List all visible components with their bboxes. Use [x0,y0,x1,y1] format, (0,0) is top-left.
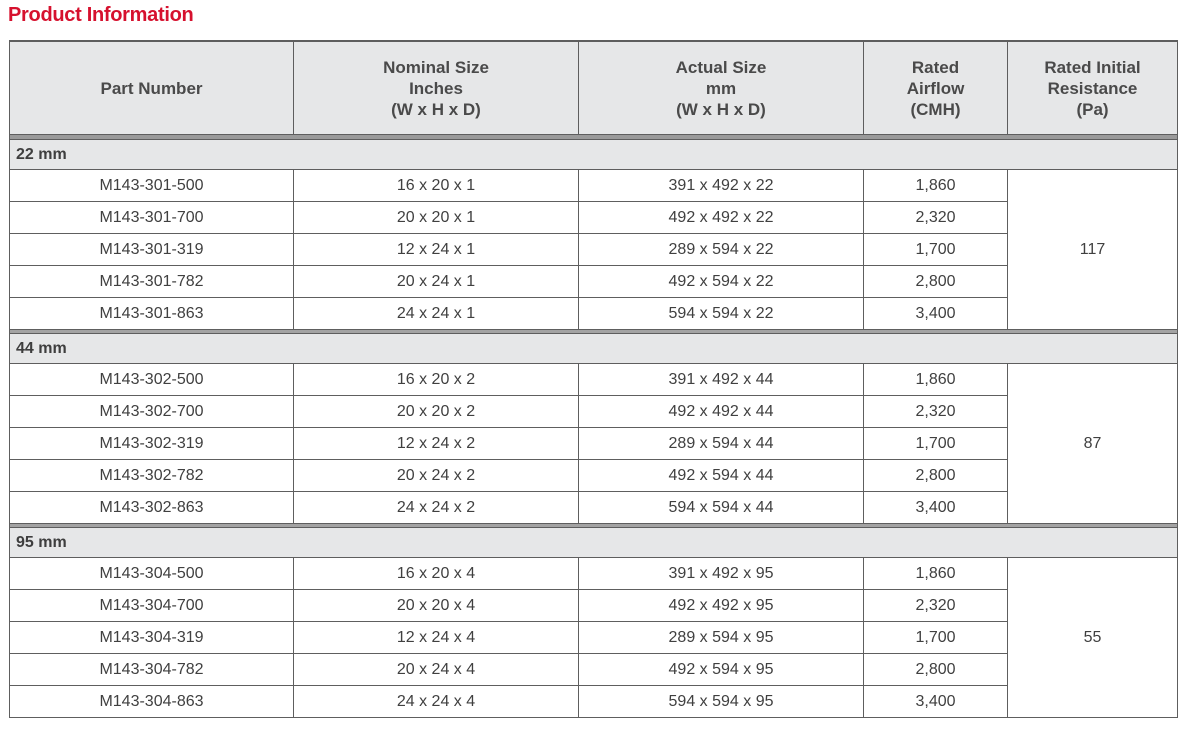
rated-airflow-cell: 1,860 [864,558,1008,590]
actual-size-cell: 289 x 594 x 22 [579,234,864,266]
actual-size-cell: 594 x 594 x 22 [579,298,864,330]
part-number-cell: M143-304-782 [10,654,294,686]
table-row [10,558,1178,590]
header-line: Rated [911,57,960,77]
nominal-size-cell: 24 x 24 x 1 [294,298,579,330]
part-number-cell: M143-304-700 [10,590,294,622]
header-line: Airflow [906,78,965,98]
page-title: Product Information [8,4,194,26]
actual-size-cell: 391 x 492 x 95 [579,558,864,590]
header-line: mm [705,78,737,98]
rated-airflow-cell: 3,400 [864,492,1008,524]
nominal-size-cell: 12 x 24 x 1 [294,234,579,266]
actual-size-cell: 391 x 492 x 22 [579,170,864,202]
header-line: (CMH) [910,99,961,119]
header-line: Inches [409,78,463,98]
group-label: 44 mm [10,334,1178,364]
table-body [10,135,1178,718]
part-number-cell: M143-301-500 [10,170,294,202]
header-line: Resistance [1047,78,1138,98]
actual-size-cell: 492 x 594 x 95 [579,654,864,686]
group-row [10,528,1178,558]
part-number-cell: M143-302-863 [10,492,294,524]
rated-airflow-cell: 1,860 [864,170,1008,202]
actual-size-cell: 594 x 594 x 44 [579,492,864,524]
rated-airflow-cell: 2,320 [864,396,1008,428]
nominal-size-cell: 20 x 20 x 2 [294,396,579,428]
rated-airflow-cell: 1,700 [864,234,1008,266]
rated-airflow-cell: 2,320 [864,590,1008,622]
nominal-size-cell: 12 x 24 x 4 [294,622,579,654]
actual-size-cell: 492 x 594 x 22 [579,266,864,298]
nominal-size-cell: 16 x 20 x 4 [294,558,579,590]
header-line: (W x H x D) [676,99,766,119]
col-header-rated-airflow [864,41,1008,135]
nominal-size-cell: 24 x 24 x 4 [294,686,579,718]
part-number-cell: M143-304-500 [10,558,294,590]
rated-resistance-cell: 117 [1008,170,1178,330]
table-row [10,428,1178,460]
col-header-part-number [10,41,294,135]
actual-size-cell: 492 x 492 x 22 [579,202,864,234]
part-number-cell: M143-304-319 [10,622,294,654]
table-row [10,234,1178,266]
nominal-size-cell: 24 x 24 x 2 [294,492,579,524]
table-row [10,202,1178,234]
part-number-cell: M143-301-319 [10,234,294,266]
header-line: Nominal Size [383,57,489,77]
table-row [10,686,1178,718]
actual-size-cell: 289 x 594 x 44 [579,428,864,460]
part-number-cell: M143-302-319 [10,428,294,460]
actual-size-cell: 492 x 492 x 44 [579,396,864,428]
rated-airflow-cell: 1,700 [864,622,1008,654]
header-line: (Pa) [1076,99,1109,119]
product-table [9,40,1178,718]
table-row [10,460,1178,492]
table-row [10,298,1178,330]
rated-airflow-cell: 2,800 [864,460,1008,492]
col-header-nominal-size [294,41,579,135]
nominal-size-cell: 16 x 20 x 2 [294,364,579,396]
nominal-size-cell: 20 x 20 x 1 [294,202,579,234]
nominal-size-cell: 20 x 24 x 2 [294,460,579,492]
actual-size-cell: 289 x 594 x 95 [579,622,864,654]
rated-airflow-cell: 2,800 [864,654,1008,686]
table-row [10,170,1178,202]
table-row [10,622,1178,654]
table-row [10,396,1178,428]
table-row [10,266,1178,298]
header-line: Rated Initial [1044,57,1141,77]
group-label: 95 mm [10,528,1178,558]
rated-resistance-cell: 87 [1008,364,1178,524]
actual-size-cell: 594 x 594 x 95 [579,686,864,718]
rated-airflow-cell: 2,320 [864,202,1008,234]
header-line: Actual Size [675,57,767,77]
col-header-rated-resistance [1008,41,1178,135]
part-number-cell: M143-304-863 [10,686,294,718]
table-row [10,654,1178,686]
rated-airflow-cell: 2,800 [864,266,1008,298]
rated-airflow-cell: 1,860 [864,364,1008,396]
part-number-cell: M143-301-863 [10,298,294,330]
part-number-cell: M143-302-500 [10,364,294,396]
actual-size-cell: 492 x 594 x 44 [579,460,864,492]
rated-airflow-cell: 3,400 [864,686,1008,718]
group-row [10,140,1178,170]
header-line: (W x H x D) [391,99,481,119]
actual-size-cell: 492 x 492 x 95 [579,590,864,622]
group-label: 22 mm [10,140,1178,170]
nominal-size-cell: 16 x 20 x 1 [294,170,579,202]
rated-airflow-cell: 1,700 [864,428,1008,460]
rated-airflow-cell: 3,400 [864,298,1008,330]
actual-size-cell: 391 x 492 x 44 [579,364,864,396]
table-row [10,590,1178,622]
part-number-cell: M143-302-700 [10,396,294,428]
part-number-cell: M143-302-782 [10,460,294,492]
nominal-size-cell: 20 x 20 x 4 [294,590,579,622]
rated-resistance-cell: 55 [1008,558,1178,718]
col-header-actual-size [579,41,864,135]
header-line: Part Number [100,78,203,98]
table-row [10,492,1178,524]
nominal-size-cell: 20 x 24 x 4 [294,654,579,686]
table-header-row [10,41,1178,135]
part-number-cell: M143-301-700 [10,202,294,234]
part-number-cell: M143-301-782 [10,266,294,298]
group-row [10,334,1178,364]
table-row [10,364,1178,396]
nominal-size-cell: 12 x 24 x 2 [294,428,579,460]
nominal-size-cell: 20 x 24 x 1 [294,266,579,298]
